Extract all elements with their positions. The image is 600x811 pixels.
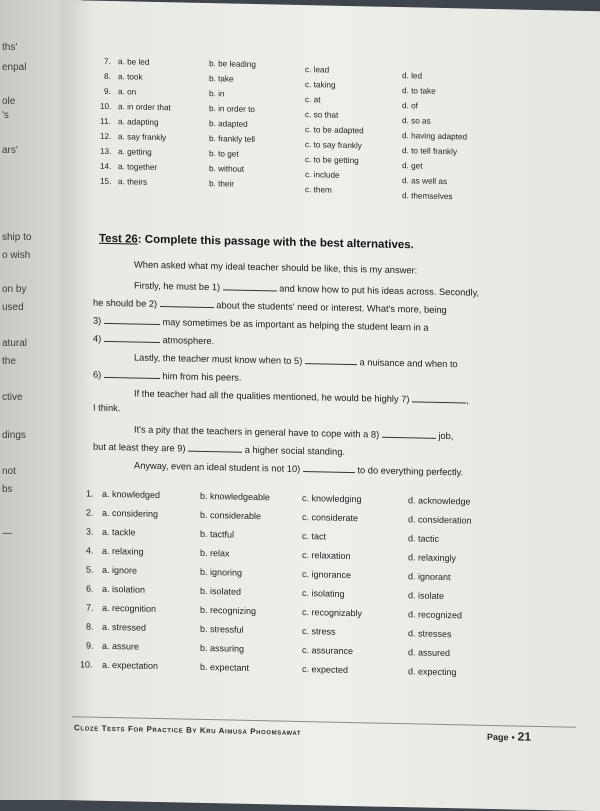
- passage-line: [134, 458, 463, 478]
- option-c: c. ignorance: [302, 569, 352, 581]
- left-fragment: ship to: [2, 232, 32, 243]
- option-c: c. considerate: [302, 512, 359, 524]
- blank-10: [303, 461, 355, 473]
- book-page: [62, 0, 600, 811]
- passage-line: [134, 260, 417, 276]
- option-b: b. be leading: [209, 59, 256, 70]
- left-fragment: dings: [2, 430, 26, 441]
- passage-line: [93, 295, 447, 315]
- option-b: b. recognizing: [200, 604, 257, 617]
- passage-line: [134, 422, 453, 442]
- passage-text: If the teacher had all the qualities mentioned, he would be highly 7): [134, 388, 410, 405]
- passage-text: atmosphere.: [162, 335, 215, 347]
- passage-text: job,: [438, 430, 454, 442]
- left-fragment: atural: [2, 338, 28, 349]
- question-number: 1.: [86, 488, 94, 499]
- option-a: a. considering: [102, 507, 159, 520]
- item-number: 7.: [104, 56, 111, 67]
- passage-text: about the students' need or interest. What's more, being: [216, 300, 447, 316]
- option-d: d. get: [402, 161, 423, 171]
- option-d: d. to tell frankly: [402, 146, 458, 157]
- page-label: Page: [487, 731, 509, 743]
- question-number: 8.: [86, 621, 94, 632]
- left-fragment: used: [2, 302, 24, 313]
- test-number: Test 26: [99, 232, 138, 246]
- left-fragment: ars': [2, 145, 18, 156]
- passage-line: [93, 367, 242, 383]
- option-b: b. their: [209, 179, 235, 189]
- question-number: 5.: [86, 564, 94, 575]
- option-b: b. relax: [200, 547, 230, 559]
- left-fragment: ths': [2, 42, 18, 53]
- option-a: a. knowledged: [102, 488, 161, 501]
- option-d: d. of: [402, 101, 418, 111]
- test-instruction: : Complete this passage with the best alternatives.: [137, 233, 414, 252]
- item-number: 10.: [100, 101, 112, 112]
- passage-text: to do everything perfectly.: [357, 465, 464, 478]
- option-d: d. ignorant: [408, 571, 451, 583]
- passage-line: [93, 313, 429, 333]
- option-c: c. isolating: [302, 588, 345, 599]
- option-b: b. isolated: [200, 585, 242, 597]
- option-a: a. be led: [118, 57, 150, 67]
- footer-book-title: Cloze Tests For Practice By Kru Aimusa Phoomsawat: [74, 723, 302, 738]
- option-d: d. relaxingly: [408, 552, 457, 564]
- option-a: a. getting: [118, 147, 152, 157]
- option-a: a. in order that: [118, 102, 171, 113]
- option-c: c. relaxation: [302, 550, 351, 562]
- left-fragment: on by: [2, 284, 27, 295]
- left-fragment: —: [2, 528, 12, 539]
- item-number: 12.: [100, 131, 112, 142]
- item-number: 9.: [104, 86, 111, 97]
- option-b: b. frankly tell: [209, 134, 255, 145]
- option-d: d. stresses: [408, 628, 452, 640]
- option-a: a. isolation: [102, 583, 146, 595]
- option-b: b. without: [209, 164, 245, 174]
- blank-2: [160, 296, 214, 308]
- option-d: d. to take: [402, 86, 436, 96]
- blank-7: [412, 391, 466, 403]
- passage-text: may sometimes be as important as helping the student learn in a: [162, 317, 429, 333]
- option-a: a. say frankly: [118, 132, 167, 143]
- option-a: a. on: [118, 87, 137, 97]
- item-number: 11.: [100, 116, 111, 127]
- option-d: d. acknowledge: [408, 495, 471, 507]
- question-number: 9.: [86, 640, 94, 651]
- blank-5: [305, 353, 357, 365]
- option-d: d. isolate: [408, 590, 445, 602]
- option-c: c. expected: [302, 664, 349, 675]
- question-number: 10.: [80, 659, 93, 670]
- item-number: 13.: [100, 146, 112, 157]
- question-number: 4.: [86, 545, 94, 556]
- question-number: 2.: [86, 507, 94, 518]
- item-number: 8.: [104, 71, 111, 82]
- option-a: a. ignore: [102, 564, 138, 576]
- passage-text: I think.: [93, 402, 121, 414]
- blank-6: [104, 367, 160, 379]
- passage-line: [93, 439, 345, 457]
- option-a: a. recognition: [102, 602, 157, 614]
- option-c: c. at: [305, 95, 321, 105]
- passage-text: but at least they are 9): [93, 441, 186, 454]
- option-a: a. relaxing: [102, 545, 144, 557]
- bullet-icon: •: [511, 732, 515, 743]
- passage-text: When asked what my ideal teacher should be like, this is my answer:: [134, 259, 418, 276]
- passage-text: ,: [466, 395, 469, 406]
- footer-page-number: [487, 729, 531, 744]
- option-a: a. tackle: [102, 526, 136, 538]
- option-c: c. tact: [302, 531, 327, 542]
- option-c: c. knowledging: [302, 493, 362, 505]
- page-number: 21: [517, 729, 532, 744]
- blank-1: [223, 279, 277, 291]
- option-a: a. stressed: [102, 621, 147, 633]
- option-a: a. together: [118, 162, 158, 172]
- option-a: a. assure: [102, 640, 140, 652]
- option-c: c. to say frankly: [305, 140, 362, 151]
- passage-text: Anyway, even an ideal student is not 10): [134, 460, 301, 474]
- option-c: c. assurance: [302, 645, 354, 657]
- option-c: c. recognizably: [302, 607, 363, 619]
- blank-3: [104, 313, 160, 325]
- question-number: 7.: [86, 602, 94, 613]
- left-fragment: the: [2, 356, 16, 367]
- passage-text: a nuisance and when to: [359, 357, 458, 370]
- left-fragment: enpal: [2, 62, 27, 73]
- option-c: c. taking: [305, 80, 336, 90]
- option-d: d. themselves: [402, 191, 453, 202]
- item-number: 15.: [100, 176, 112, 187]
- option-b: b. assuring: [200, 642, 245, 654]
- passage-text: Lastly, the teacher must know when to 5): [134, 352, 303, 367]
- passage-text: a higher social standing.: [244, 444, 345, 457]
- passage-text: he should be 2): [93, 297, 158, 309]
- option-d: d. having adapted: [402, 131, 468, 142]
- question-number: 6.: [86, 583, 94, 594]
- blank-8: [382, 427, 436, 439]
- passage-text: It's a pity that the teachers in general have to cope with a 8): [134, 424, 380, 440]
- item-number: 14.: [100, 161, 112, 172]
- option-b: b. stressful: [200, 623, 244, 635]
- passage-line: [134, 350, 458, 370]
- passage-line: [134, 386, 469, 406]
- blank-9: [188, 441, 242, 453]
- option-b: b. take: [209, 74, 234, 84]
- option-c: c. so that: [305, 110, 339, 120]
- left-fragment: o wish: [2, 250, 31, 261]
- option-d: d. assured: [408, 647, 451, 659]
- test-title: [99, 233, 414, 252]
- left-fragment: 's: [2, 110, 9, 121]
- question-number: 3.: [86, 526, 94, 537]
- option-b: b. knowledgeable: [200, 490, 271, 503]
- option-b: b. in: [209, 89, 225, 99]
- passage-text: Firstly, he must be 1): [134, 280, 221, 293]
- option-d: d. so as: [402, 116, 431, 126]
- option-d: d. consideration: [408, 514, 472, 526]
- option-c: c. to be getting: [305, 155, 359, 166]
- option-b: b. expectant: [200, 661, 250, 673]
- option-b: b. ignoring: [200, 566, 243, 578]
- passage-line: [134, 278, 479, 298]
- passage-text: 6): [93, 369, 102, 380]
- option-a: a. adapting: [118, 117, 159, 128]
- passage-text: him from his peers.: [162, 371, 242, 383]
- blank-4: [104, 331, 160, 343]
- option-d: d. tactic: [408, 533, 440, 544]
- option-a: a. theirs: [118, 177, 148, 187]
- option-a: a. took: [118, 72, 143, 82]
- option-b: b. adapted: [209, 119, 248, 129]
- option-b: b. to get: [209, 149, 239, 159]
- left-fragment: not: [2, 466, 16, 477]
- passage-text: 3): [93, 315, 102, 326]
- passage-text: and know how to put his ideas across. Secondly,: [279, 283, 480, 298]
- left-fragment: ctive: [2, 392, 23, 403]
- left-fragment: bs: [2, 484, 13, 495]
- option-b: b. considerable: [200, 509, 262, 522]
- option-c: c. stress: [302, 626, 336, 637]
- left-fragment: ole: [2, 96, 16, 107]
- passage-line: [93, 403, 120, 414]
- option-d: d. expecting: [408, 666, 457, 678]
- previous-test-options: [62, 0, 600, 202]
- option-c: c. include: [305, 170, 340, 180]
- passage-line: [93, 331, 214, 347]
- option-b: b. in order to: [209, 104, 255, 115]
- option-c: c. lead: [305, 65, 330, 75]
- option-d: d. as well as: [402, 176, 448, 187]
- passage-text: 4): [93, 333, 102, 344]
- option-a: a. expectation: [102, 659, 159, 672]
- option-c: c. to be adapted: [305, 125, 364, 136]
- option-c: c. them: [305, 185, 332, 195]
- option-d: d. recognized: [408, 609, 463, 621]
- option-d: d. led: [402, 71, 423, 81]
- option-b: b. tactful: [200, 528, 235, 540]
